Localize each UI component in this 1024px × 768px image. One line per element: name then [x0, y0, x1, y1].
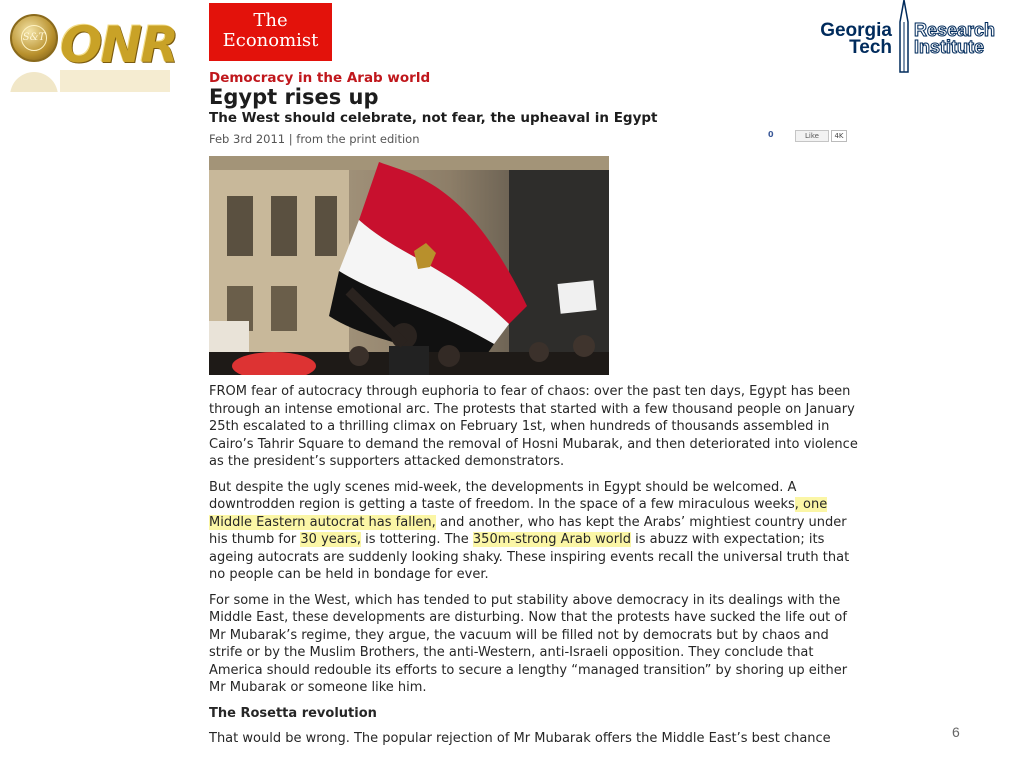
- gtri-institute: Institute: [914, 37, 984, 57]
- article-standfirst: The West should celebrate, not fear, the upheaval in Egypt: [209, 110, 658, 126]
- p2-text-d: is abuzz with expectation; its ageing autocrats are suddenly looking shaky. These inspiring events recall the universal truth that no people can be held in bondage for ever.: [209, 532, 850, 582]
- spire-icon: [896, 0, 912, 74]
- p2-text-b: and another, who has kept the Arabs’ mightiest country under his thumb for: [209, 514, 847, 547]
- highlight-autocrat-fallen: , one Middle Eastern autocrat has fallen,: [209, 497, 828, 530]
- gtri-tech: Tech: [849, 37, 892, 58]
- seal-text: S&T: [21, 25, 47, 51]
- article-dateline: Feb 3rd 2011 | from the print edition: [209, 132, 420, 146]
- gtri-left-text: [820, 22, 892, 56]
- economist-logo[interactable]: [209, 3, 332, 61]
- onr-wordmark: ONR: [60, 16, 177, 74]
- p2-text-a: But despite the ugly scenes mid-week, the developments in Egypt should be welcomed. A downtrodden region is getting a taste of freedom. In the space of a few miraculous weeks: [209, 479, 797, 512]
- seal-icon: [10, 14, 58, 62]
- article-photo: [209, 156, 609, 375]
- paragraph-3: For some in the West, which has tended to put stability above democracy in its dealings with the Middle East, these developments are disturbing. Now that the protests have sucked the life out of Mr Mubarak’s regime, they argue, the vacuum will be filled not by democrats but by chaos and strife or by the Muslim Brothers, the anti-Western, anti-Israeli opposition. They conclude that America should redouble its efforts to secure a lengthy “managed transition” by shoring up either Mr Mubarak or someone like him.: [209, 592, 848, 695]
- gtri-georgia: Georgia: [820, 20, 892, 41]
- economist-logo-line2: Economist: [222, 30, 319, 51]
- onr-logo-reflection: [10, 64, 170, 92]
- share-count: 0: [768, 130, 774, 139]
- gtri-right-text: [914, 22, 995, 56]
- highlight-30-years: 30 years,: [300, 532, 361, 547]
- section-subhead: The Rosetta revolution: [209, 705, 377, 721]
- article-kicker[interactable]: Democracy in the Arab world: [209, 70, 431, 86]
- economist-logo-line1: The: [253, 10, 288, 31]
- paragraph-2: [209, 479, 859, 584]
- onr-logo: [10, 14, 177, 74]
- like-button[interactable]: Like: [795, 130, 829, 142]
- gtri-logo: [796, 0, 1024, 74]
- gtri-research: Research: [914, 20, 996, 40]
- paragraph-4: That would be wrong. The popular rejection of Mr Mubarak offers the Middle East’s best chance: [209, 731, 831, 746]
- article-body: [209, 383, 859, 756]
- protest-photo-illustration: [209, 156, 609, 375]
- paragraph-1: FROM fear of autocracy through euphoria to fear of chaos: over the past ten days, Egypt has been through an intense emotional arc. The protests that started with a few thousand people on January 25th escalated to a thrilling climax on February 1st, when hundreds of thousands assembled in Cairo’s Tahrir Square to demand the removal of Hosni Mubarak, and then deteriorated into violence as the president’s supporters attacked demonstrators.: [209, 384, 858, 469]
- p2-text-c: is tottering. The: [360, 532, 473, 547]
- slide-page-number: 6: [952, 724, 960, 740]
- article-headline: Egypt rises up: [209, 85, 379, 109]
- like-count: 4K: [831, 130, 847, 142]
- highlight-arab-world: 350m-strong Arab world: [472, 532, 631, 547]
